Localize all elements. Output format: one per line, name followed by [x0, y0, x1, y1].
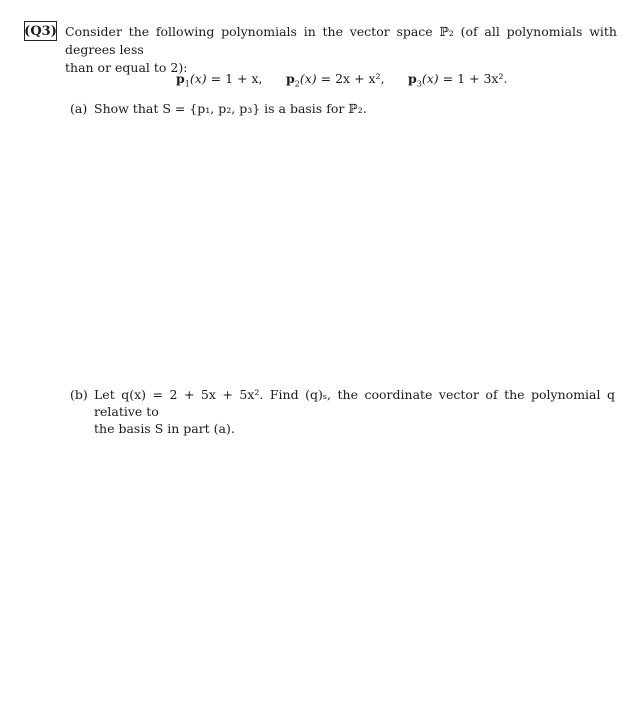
polynomial-p1: $p_1(x) = 1 + x$,	[176, 71, 263, 89]
question-number: (Q3)	[24, 23, 57, 39]
polynomial-p3: $p_3(x) = 1 + 3x^2$.	[408, 71, 508, 89]
part-b-label: (b)	[70, 387, 88, 402]
part-b	[70, 386, 615, 437]
polynomial-definitions	[0, 71, 642, 89]
intro-line-2: than or equal to 2):	[65, 60, 188, 75]
part-a-label: (a)	[70, 101, 88, 116]
intro-line-1: Consider the following polynomials in the vector space ℙ₂ (of all polynomials with degrees less	[65, 24, 617, 57]
polynomial-p2: $p_2(x) = 2x + x^2$,	[286, 71, 385, 89]
question-number-box	[24, 21, 57, 41]
part-b-text-line-1: Let q(x) = 2 + 5x + 5x². Find (q)ₛ, the coordinate vector of the polynomial q relative to	[94, 387, 615, 419]
part-a	[70, 100, 615, 117]
part-b-text-line-2: the basis S in part (a).	[94, 421, 235, 436]
question-intro	[65, 23, 617, 77]
part-a-text: Show that S = {p₁, p₂, p₃} is a basis for ℙ₂.	[94, 101, 367, 116]
